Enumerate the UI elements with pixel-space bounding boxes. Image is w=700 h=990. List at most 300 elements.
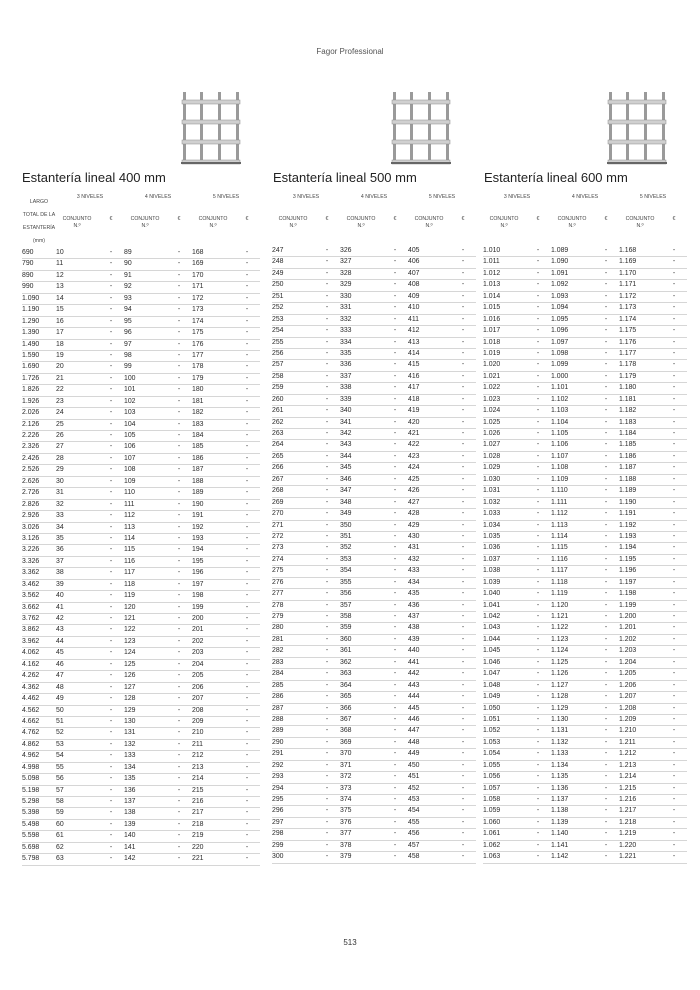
price-cell: -: [234, 705, 260, 716]
price-cell: -: [661, 326, 687, 337]
set-number-cell: 274: [272, 554, 314, 565]
price-cell: -: [450, 303, 476, 314]
set-number-cell: 1.212: [619, 749, 661, 760]
table-row: [22, 419, 260, 430]
table-row: [272, 257, 476, 268]
price-cell: -: [525, 440, 551, 451]
table-row: [22, 545, 260, 556]
price-cell: -: [525, 497, 551, 508]
set-number-cell: 59: [56, 808, 98, 819]
set-number-cell: 1.047: [483, 669, 525, 680]
price-cell: -: [98, 533, 124, 544]
set-number-cell: 1.215: [619, 783, 661, 794]
price-cell: -: [661, 348, 687, 359]
level-header: 5 NIVELES: [639, 194, 667, 200]
set-number-cell: 371: [340, 760, 382, 771]
conjunto-header: CONJUNTO N.º: [557, 216, 587, 229]
price-cell: -: [382, 634, 408, 645]
table-row: [272, 726, 476, 737]
set-number-cell: 251: [272, 291, 314, 302]
set-number-cell: 1.091: [551, 268, 593, 279]
price-cell: -: [382, 348, 408, 359]
price-cell: -: [661, 714, 687, 725]
price-cell: -: [98, 614, 124, 625]
set-number-cell: 25: [56, 419, 98, 430]
price-cell: -: [525, 520, 551, 531]
set-number-cell: 362: [340, 657, 382, 668]
set-number-cell: 407: [408, 268, 450, 279]
table-row: [483, 657, 687, 668]
set-number-cell: 19: [56, 350, 98, 361]
section-title-400: Estantería lineal 400 mm: [22, 170, 166, 185]
table-row: [22, 453, 260, 464]
table-row: [483, 566, 687, 577]
set-number-cell: 183: [192, 419, 234, 430]
table-row: [22, 442, 260, 453]
set-number-cell: 181: [192, 396, 234, 407]
set-number-cell: 263: [272, 429, 314, 440]
set-number-cell: 1.061: [483, 829, 525, 840]
price-cell: -: [382, 612, 408, 623]
set-number-cell: 1.124: [551, 646, 593, 657]
price-cell: -: [593, 337, 619, 348]
set-number-cell: 1.185: [619, 440, 661, 451]
price-cell: -: [661, 703, 687, 714]
set-number-cell: 335: [340, 348, 382, 359]
set-number-cell: 1.038: [483, 566, 525, 577]
set-number-cell: 1.060: [483, 817, 525, 828]
set-number-cell: 44: [56, 636, 98, 647]
price-cell: -: [382, 326, 408, 337]
price-cell: -: [661, 852, 687, 863]
set-number-cell: 285: [272, 680, 314, 691]
price-cell: -: [525, 509, 551, 520]
set-number-cell: 129: [124, 705, 166, 716]
length-cell: 2.926: [22, 511, 56, 522]
price-cell: -: [661, 566, 687, 577]
set-number-cell: 171: [192, 282, 234, 293]
price-cell: -: [382, 680, 408, 691]
set-number-cell: 1.173: [619, 303, 661, 314]
set-number-cell: 1.056: [483, 772, 525, 783]
set-number-cell: 435: [408, 589, 450, 600]
euro-header: €: [177, 216, 181, 223]
set-number-cell: 1.138: [551, 806, 593, 817]
set-number-cell: 33: [56, 511, 98, 522]
price-cell: -: [314, 531, 340, 542]
set-number-cell: 431: [408, 543, 450, 554]
table-row: [483, 703, 687, 714]
price-cell: -: [166, 499, 192, 510]
price-cell: -: [234, 293, 260, 304]
set-number-cell: 277: [272, 589, 314, 600]
set-number-cell: 266: [272, 463, 314, 474]
set-number-cell: 168: [192, 248, 234, 259]
price-cell: -: [314, 429, 340, 440]
price-cell: -: [314, 737, 340, 748]
set-number-cell: 1.219: [619, 829, 661, 840]
level-header: 4 NIVELES: [360, 194, 388, 200]
price-cell: -: [593, 714, 619, 725]
table-row: [483, 646, 687, 657]
price-cell: -: [166, 511, 192, 522]
set-number-cell: 178: [192, 362, 234, 373]
price-cell: -: [593, 474, 619, 485]
price-cell: -: [382, 383, 408, 394]
set-number-cell: 268: [272, 486, 314, 497]
set-number-cell: 10: [56, 248, 98, 259]
price-cell: -: [661, 463, 687, 474]
price-cell: -: [450, 314, 476, 325]
price-cell: -: [525, 589, 551, 600]
set-number-cell: 182: [192, 408, 234, 419]
set-number-cell: 130: [124, 716, 166, 727]
set-number-cell: 300: [272, 852, 314, 863]
price-cell: -: [382, 840, 408, 851]
table-row: [483, 714, 687, 725]
set-number-cell: 1.102: [551, 394, 593, 405]
table-row: [483, 737, 687, 748]
table-row: [272, 337, 476, 348]
set-number-cell: 256: [272, 348, 314, 359]
conjunto-header: CONJUNTO N.º: [414, 216, 444, 229]
set-number-cell: 138: [124, 808, 166, 819]
set-number-cell: 1.193: [619, 531, 661, 542]
set-number-cell: 1.033: [483, 509, 525, 520]
price-cell: -: [314, 486, 340, 497]
price-cell: -: [450, 246, 476, 257]
set-number-cell: 375: [340, 806, 382, 817]
set-number-cell: 440: [408, 646, 450, 657]
price-cell: -: [166, 774, 192, 785]
price-cell: -: [314, 246, 340, 257]
table-row: [22, 797, 260, 808]
table-row: [272, 326, 476, 337]
set-number-cell: 272: [272, 531, 314, 542]
price-cell: -: [525, 463, 551, 474]
price-cell: -: [661, 337, 687, 348]
price-cell: -: [593, 303, 619, 314]
set-number-cell: 103: [124, 408, 166, 419]
price-cell: -: [382, 749, 408, 760]
set-number-cell: 125: [124, 659, 166, 670]
price-cell: -: [314, 440, 340, 451]
set-number-cell: 291: [272, 749, 314, 760]
table-row: [483, 486, 687, 497]
conjunto-header: CONJUNTO N.º: [625, 216, 655, 229]
set-number-cell: 424: [408, 463, 450, 474]
conjunto-header: CONJUNTO N.º: [489, 216, 519, 229]
set-number-cell: 201: [192, 625, 234, 636]
set-number-cell: 1.171: [619, 280, 661, 291]
set-number-cell: 370: [340, 749, 382, 760]
set-number-cell: 61: [56, 831, 98, 842]
table-row: [22, 591, 260, 602]
price-cell: -: [166, 728, 192, 739]
table-row: [483, 589, 687, 600]
price-cell: -: [382, 623, 408, 634]
set-number-cell: 175: [192, 328, 234, 339]
price-cell: -: [98, 842, 124, 853]
price-cell: -: [166, 579, 192, 590]
set-number-cell: 1.021: [483, 371, 525, 382]
table-row: [272, 783, 476, 794]
price-cell: -: [450, 852, 476, 863]
price-cell: -: [234, 248, 260, 259]
table-row: [483, 760, 687, 771]
set-number-cell: 283: [272, 657, 314, 668]
price-cell: -: [98, 854, 124, 865]
set-number-cell: 416: [408, 371, 450, 382]
set-number-cell: 1.190: [619, 497, 661, 508]
price-cell: -: [661, 612, 687, 623]
set-number-cell: 331: [340, 303, 382, 314]
table-row: [22, 511, 260, 522]
price-cell: -: [661, 474, 687, 485]
set-number-cell: 1.123: [551, 634, 593, 645]
price-cell: -: [166, 522, 192, 533]
length-cell: 990: [22, 282, 56, 293]
set-number-cell: 458: [408, 852, 450, 863]
set-number-cell: 31: [56, 488, 98, 499]
price-cell: -: [314, 680, 340, 691]
price-cell: -: [234, 579, 260, 590]
set-number-cell: 449: [408, 749, 450, 760]
set-number-cell: 12: [56, 270, 98, 281]
price-cell: -: [661, 600, 687, 611]
set-number-cell: 194: [192, 545, 234, 556]
set-number-cell: 422: [408, 440, 450, 451]
set-number-cell: 1.057: [483, 783, 525, 794]
price-cell: -: [382, 394, 408, 405]
price-cell: -: [314, 726, 340, 737]
price-cell: -: [593, 829, 619, 840]
set-number-cell: 1.023: [483, 394, 525, 405]
price-cell: -: [98, 465, 124, 476]
set-number-cell: 1.104: [551, 417, 593, 428]
set-number-cell: 363: [340, 669, 382, 680]
table-row: [483, 509, 687, 520]
price-cell: -: [314, 543, 340, 554]
set-number-cell: 1.050: [483, 703, 525, 714]
price-cell: -: [525, 772, 551, 783]
set-number-cell: 1.118: [551, 577, 593, 588]
page-number: 513: [343, 938, 357, 947]
price-cell: -: [166, 831, 192, 842]
price-cell: -: [382, 669, 408, 680]
price-cell: -: [314, 760, 340, 771]
price-cell: -: [314, 371, 340, 382]
table-row: [272, 451, 476, 462]
table-row: [483, 337, 687, 348]
set-number-cell: 128: [124, 694, 166, 705]
length-cell: 2.326: [22, 442, 56, 453]
set-number-cell: 369: [340, 737, 382, 748]
table-row: [22, 522, 260, 533]
set-number-cell: 1.195: [619, 554, 661, 565]
set-number-cell: 1.012: [483, 268, 525, 279]
price-cell: -: [382, 852, 408, 863]
table-row: [483, 669, 687, 680]
price-cell: -: [166, 556, 192, 567]
price-cell: -: [166, 385, 192, 396]
price-cell: -: [166, 842, 192, 853]
table-row: [272, 817, 476, 828]
price-cell: -: [593, 394, 619, 405]
set-number-cell: 447: [408, 726, 450, 737]
price-cell: -: [234, 259, 260, 270]
price-cell: -: [98, 293, 124, 304]
set-number-cell: 1.120: [551, 600, 593, 611]
set-number-cell: 299: [272, 840, 314, 851]
set-number-cell: 101: [124, 385, 166, 396]
price-cell: -: [314, 326, 340, 337]
table-row: [272, 417, 476, 428]
table-row: [22, 728, 260, 739]
set-number-cell: 204: [192, 659, 234, 670]
price-cell: -: [382, 360, 408, 371]
set-number-cell: 119: [124, 591, 166, 602]
set-number-cell: 415: [408, 360, 450, 371]
set-number-cell: 117: [124, 568, 166, 579]
set-number-cell: 217: [192, 808, 234, 819]
set-number-cell: 1.204: [619, 657, 661, 668]
length-cell: 1.826: [22, 385, 56, 396]
set-number-cell: 438: [408, 623, 450, 634]
set-number-cell: 358: [340, 612, 382, 623]
section-title-600: Estantería lineal 600 mm: [484, 170, 628, 185]
table-row: [22, 854, 260, 865]
price-cell: -: [234, 408, 260, 419]
set-number-cell: 35: [56, 533, 98, 544]
table-row: [22, 270, 260, 281]
price-cell: -: [382, 451, 408, 462]
price-cell: -: [98, 831, 124, 842]
length-cell: 4.062: [22, 648, 56, 659]
set-number-cell: 1.196: [619, 566, 661, 577]
price-cell: -: [525, 634, 551, 645]
set-number-cell: 457: [408, 840, 450, 851]
table-row: [483, 451, 687, 462]
price-cell: -: [593, 291, 619, 302]
set-number-cell: 169: [192, 259, 234, 270]
set-number-cell: 453: [408, 795, 450, 806]
set-number-cell: 121: [124, 614, 166, 625]
price-cell: -: [234, 316, 260, 327]
price-cell: -: [661, 440, 687, 451]
table-row: [22, 671, 260, 682]
set-number-cell: 1.026: [483, 429, 525, 440]
price-cell: -: [234, 556, 260, 567]
set-number-cell: 428: [408, 509, 450, 520]
price-cell: -: [450, 463, 476, 474]
set-number-cell: 97: [124, 339, 166, 350]
length-cell: 5.698: [22, 842, 56, 853]
length-cell: 5.798: [22, 854, 56, 865]
price-cell: -: [314, 577, 340, 588]
set-number-cell: 94: [124, 305, 166, 316]
length-cell: 4.862: [22, 739, 56, 750]
table-row: [272, 268, 476, 279]
price-cell: -: [166, 465, 192, 476]
price-cell: -: [450, 806, 476, 817]
price-cell: -: [593, 531, 619, 542]
set-number-cell: 179: [192, 373, 234, 384]
price-cell: -: [593, 463, 619, 474]
set-number-cell: 1.180: [619, 383, 661, 394]
set-number-cell: 26: [56, 431, 98, 442]
set-number-cell: 14: [56, 293, 98, 304]
set-number-cell: 1.097: [551, 337, 593, 348]
set-number-cell: 37: [56, 556, 98, 567]
set-number-cell: 1.197: [619, 577, 661, 588]
price-cell: -: [450, 383, 476, 394]
price-cell: -: [593, 589, 619, 600]
price-cell: -: [593, 749, 619, 760]
set-number-cell: 443: [408, 680, 450, 691]
set-number-cell: 106: [124, 442, 166, 453]
price-cell: -: [234, 488, 260, 499]
set-number-cell: 1.206: [619, 680, 661, 691]
price-cell: -: [450, 703, 476, 714]
table-row: [22, 373, 260, 384]
price-cell: -: [661, 291, 687, 302]
set-number-cell: 139: [124, 819, 166, 830]
set-number-cell: 1.029: [483, 463, 525, 474]
price-cell: -: [166, 682, 192, 693]
price-cell: -: [314, 669, 340, 680]
price-cell: -: [98, 362, 124, 373]
set-number-cell: 442: [408, 669, 450, 680]
length-cell: 4.962: [22, 751, 56, 762]
set-number-cell: 132: [124, 739, 166, 750]
set-number-cell: 286: [272, 692, 314, 703]
length-cell: 5.398: [22, 808, 56, 819]
set-number-cell: 360: [340, 634, 382, 645]
price-cell: -: [661, 795, 687, 806]
price-cell: -: [314, 474, 340, 485]
table-row: [22, 614, 260, 625]
length-cell: 5.298: [22, 797, 56, 808]
price-cell: -: [450, 348, 476, 359]
set-number-cell: 221: [192, 854, 234, 865]
set-number-cell: 32: [56, 499, 98, 510]
price-cell: -: [661, 554, 687, 565]
price-cell: -: [525, 703, 551, 714]
price-cell: -: [661, 680, 687, 691]
set-number-cell: 1.168: [619, 246, 661, 257]
set-number-cell: 254: [272, 326, 314, 337]
set-number-cell: 373: [340, 783, 382, 794]
price-cell: -: [314, 772, 340, 783]
set-number-cell: 434: [408, 577, 450, 588]
price-cell: -: [234, 728, 260, 739]
price-cell: -: [525, 394, 551, 405]
table-row: [22, 408, 260, 419]
euro-header: €: [461, 216, 465, 222]
price-cell: -: [166, 259, 192, 270]
table-row: [483, 623, 687, 634]
price-cell: -: [593, 509, 619, 520]
set-number-cell: 255: [272, 337, 314, 348]
price-cell: -: [593, 497, 619, 508]
price-cell: -: [450, 543, 476, 554]
table-row: [272, 612, 476, 623]
set-number-cell: 419: [408, 406, 450, 417]
price-cell: -: [166, 568, 192, 579]
price-cell: -: [661, 520, 687, 531]
set-number-cell: 1.130: [551, 714, 593, 725]
